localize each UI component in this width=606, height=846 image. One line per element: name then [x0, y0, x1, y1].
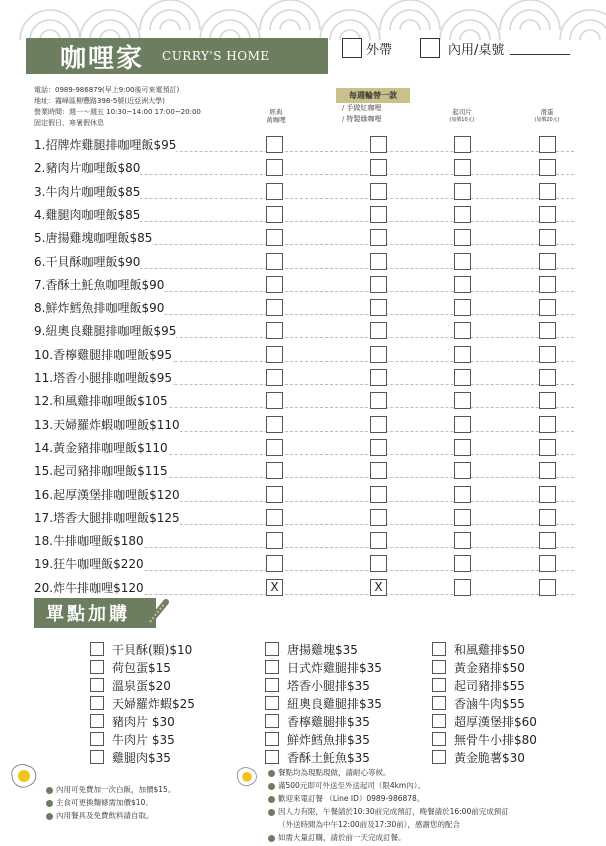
- menu-option-checkbox[interactable]: [266, 322, 283, 339]
- menu-item-name: 19.狂牛咖哩飯$220: [34, 557, 144, 572]
- addon-item[interactable]: [265, 640, 382, 658]
- menu-option-checkbox[interactable]: [539, 346, 556, 363]
- addon-item[interactable]: [265, 676, 382, 694]
- menu-option-checkbox[interactable]: [370, 322, 387, 339]
- addon-label: 雞腿肉$35: [112, 750, 171, 765]
- addon-item[interactable]: [90, 640, 195, 658]
- menu-option-checkbox[interactable]: [370, 276, 387, 293]
- menu-item: [34, 204, 574, 227]
- menu-option-checkbox[interactable]: [539, 486, 556, 503]
- menu-option-checkbox[interactable]: [539, 462, 556, 479]
- menu-option-checkbox[interactable]: [454, 369, 471, 386]
- addon-label: 天婦羅炸蝦$25: [112, 696, 195, 711]
- menu-item-name: 12.和風雞排咖哩飯$105: [34, 394, 168, 409]
- notes-left: 內用可免費加一次白飯，加價$15。 主食可更換麵條需加價$10。 內用餐具及免費飲料請自取。: [46, 783, 175, 822]
- addon-checkbox[interactable]: [265, 750, 279, 764]
- menu-option-checkbox[interactable]: [266, 486, 283, 503]
- menu-option-checkbox[interactable]: [266, 183, 283, 200]
- menu-item-name: 20.炸牛排咖哩$120: [34, 580, 144, 595]
- addon-label: 黃金豬排$50: [454, 660, 525, 675]
- addon-item[interactable]: [265, 658, 382, 676]
- menu-option-checkbox[interactable]: [370, 555, 387, 572]
- menu-option-checkbox[interactable]: [266, 229, 283, 246]
- menu-item: [34, 484, 574, 507]
- menu-item: [34, 390, 574, 413]
- weekly-item: / 特製綠咖哩: [342, 115, 382, 123]
- addon-checkbox[interactable]: [90, 732, 104, 746]
- menu-item: [34, 134, 574, 157]
- addon-item[interactable]: [90, 730, 195, 748]
- menu-option-checkbox[interactable]: [539, 532, 556, 549]
- addon-checkbox[interactable]: [432, 750, 446, 764]
- addon-item[interactable]: [432, 730, 537, 748]
- menu-item: [34, 251, 574, 274]
- addon-column-3: [432, 640, 537, 766]
- menu-item: [34, 437, 574, 460]
- addon-item[interactable]: [90, 658, 195, 676]
- menu-option-checkbox[interactable]: [454, 253, 471, 270]
- column-header-egg: 滑蛋 (加價20元): [534, 108, 560, 123]
- addon-item[interactable]: [90, 712, 195, 730]
- menu-item-name: 17.塔香大腿排咖哩飯$125: [34, 510, 180, 525]
- takeout-option[interactable]: [342, 38, 392, 58]
- egg-icon: [8, 760, 40, 790]
- addon-checkbox[interactable]: [265, 642, 279, 656]
- addon-item[interactable]: [90, 676, 195, 694]
- menu-option-checkbox[interactable]: [539, 555, 556, 572]
- store-info: [34, 85, 201, 129]
- addon-label: 溫泉蛋$20: [112, 678, 171, 693]
- notes-right: 餐點均為現點現做，請耐心等候。 滿500元即可外送至外送起司（限4km內）。 歡迎來電訂餐 （Line ID）0989-986878。 因人力有限，午餐請於10:30前完成預訂，晚餐請於16:00前完成預訂 （外送時間為中午12:00前及17:30前），感謝您的配合 如需大量訂購，請於前一天完成訂餐。: [268, 766, 509, 844]
- addon-label: 荷包蛋$15: [112, 660, 171, 675]
- menu-option-checkbox[interactable]: [454, 183, 471, 200]
- menu-item-name: 13.天婦羅炸蝦咖哩飯$110: [34, 417, 180, 432]
- addon-checkbox[interactable]: [90, 660, 104, 674]
- menu-item: [34, 507, 574, 530]
- addon-item[interactable]: [432, 694, 537, 712]
- addon-item[interactable]: [432, 640, 537, 658]
- menu-option-checkbox[interactable]: [370, 229, 387, 246]
- menu-option-checkbox[interactable]: [539, 136, 556, 153]
- menu-option-checkbox[interactable]: [539, 206, 556, 223]
- addon-checkbox[interactable]: [432, 732, 446, 746]
- menu-option-checkbox[interactable]: [454, 159, 471, 176]
- menu-option-checkbox[interactable]: X: [370, 579, 387, 596]
- menu-item-name: 10.香檸雞腿排咖哩飯$95: [34, 347, 172, 362]
- menu-option-checkbox[interactable]: [266, 253, 283, 270]
- menu-item: [34, 181, 574, 204]
- menu-item: [34, 157, 574, 180]
- addon-label: 無骨牛小排$80: [454, 732, 537, 747]
- menu-option-checkbox[interactable]: [539, 253, 556, 270]
- menu-option-checkbox[interactable]: [454, 346, 471, 363]
- addon-label: 超厚漢堡排$60: [454, 714, 537, 729]
- dinein-label: 內用/桌號: [448, 42, 505, 58]
- table-number-field[interactable]: [510, 41, 570, 55]
- menu-option-checkbox[interactable]: [454, 579, 471, 596]
- menu-option-checkbox[interactable]: [454, 532, 471, 549]
- addon-label: 紐奧良雞腿排$35: [287, 696, 382, 711]
- addon-item[interactable]: [432, 676, 537, 694]
- menu-option-checkbox[interactable]: [266, 276, 283, 293]
- addon-checkbox[interactable]: [90, 642, 104, 656]
- addon-checkbox[interactable]: [265, 678, 279, 692]
- menu-item-name: 2.豬肉片咖哩飯$80: [34, 161, 141, 176]
- addon-label: 香酥土魠魚$35: [287, 750, 370, 765]
- column-header-cheese: 起司片 (加價10元): [449, 108, 475, 123]
- menu-option-checkbox[interactable]: [370, 346, 387, 363]
- menu-option-checkbox[interactable]: [539, 276, 556, 293]
- menu-option-checkbox[interactable]: [266, 439, 283, 456]
- column-header-classic: 經典 黃咖哩: [266, 108, 286, 124]
- menu-option-checkbox[interactable]: [539, 579, 556, 596]
- menu-item: [34, 530, 574, 553]
- menu-item-name: 5.唐揚雞塊咖哩飯$85: [34, 231, 153, 246]
- addon-checkbox[interactable]: [90, 714, 104, 728]
- weekly-item: / 手做紅咖哩: [342, 104, 382, 112]
- addon-checkbox[interactable]: [90, 750, 104, 764]
- menu-option-checkbox[interactable]: [370, 532, 387, 549]
- menu-option-checkbox[interactable]: [370, 509, 387, 526]
- addon-title: 單點加購: [46, 604, 130, 625]
- menu-item-name: 8.鮮炸鱈魚排咖哩飯$90: [34, 301, 165, 316]
- addon-label: 鮮炸鱈魚排$35: [287, 732, 370, 747]
- menu-item: [34, 460, 574, 483]
- menu-option-checkbox[interactable]: [370, 299, 387, 316]
- takeout-checkbox[interactable]: [342, 38, 362, 58]
- menu-item-name: 16.起厚漢堡排咖哩飯$120: [34, 487, 180, 502]
- menu-item-name: 9.紐奧良雞腿排咖哩飯$95: [34, 324, 177, 339]
- menu-option-checkbox[interactable]: [454, 439, 471, 456]
- title-banner: [26, 38, 328, 74]
- addon-item[interactable]: [432, 658, 537, 676]
- phone-text: 電話：0989-986879(早上9:00後可來電預訂): [34, 86, 180, 94]
- menu-option-checkbox[interactable]: [370, 253, 387, 270]
- menu-item-name: 18.牛排咖哩飯$180: [34, 534, 144, 549]
- addon-checkbox[interactable]: [432, 696, 446, 710]
- menu-option-checkbox[interactable]: [539, 416, 556, 433]
- menu-item: [34, 344, 574, 367]
- addon-item[interactable]: [265, 712, 382, 730]
- menu-option-checkbox[interactable]: [370, 206, 387, 223]
- menu-option-checkbox[interactable]: [539, 509, 556, 526]
- addon-checkbox[interactable]: [432, 642, 446, 656]
- menu-option-checkbox[interactable]: [454, 416, 471, 433]
- menu-item: [34, 414, 574, 437]
- addon-checkbox[interactable]: [432, 678, 446, 692]
- menu-item: [34, 367, 574, 390]
- menu-option-checkbox[interactable]: [454, 229, 471, 246]
- menu-option-checkbox[interactable]: [454, 136, 471, 153]
- menu-option-checkbox[interactable]: [454, 276, 471, 293]
- menu-option-checkbox[interactable]: [370, 183, 387, 200]
- addon-checkbox[interactable]: [90, 696, 104, 710]
- addon-item[interactable]: [90, 748, 195, 766]
- menu-option-checkbox[interactable]: X: [266, 579, 283, 596]
- menu-option-checkbox[interactable]: [454, 486, 471, 503]
- menu-option-checkbox[interactable]: [370, 136, 387, 153]
- menu-option-checkbox[interactable]: [266, 555, 283, 572]
- menu-item-name: 1.招牌炸雞腿排咖哩飯$95: [34, 138, 177, 152]
- menu-item: [34, 297, 574, 320]
- menu-item-name: 3.牛肉片咖哩飯$85: [34, 184, 141, 199]
- menu-option-checkbox[interactable]: [266, 509, 283, 526]
- addon-label: 唐揚雞塊$35: [287, 642, 358, 657]
- address-text: 地址：霧峰區柳豐路398-5號(近亞洲大學): [34, 97, 165, 105]
- menu-item: [34, 320, 574, 343]
- addon-column-1: [90, 640, 195, 766]
- menu-option-checkbox[interactable]: [539, 439, 556, 456]
- menu-option-checkbox[interactable]: [454, 206, 471, 223]
- menu-option-checkbox[interactable]: [266, 392, 283, 409]
- menu-option-checkbox[interactable]: [266, 416, 283, 433]
- takeout-label: 外帶: [366, 42, 393, 58]
- addon-label: 香檸雞腿排$35: [287, 714, 370, 729]
- addon-checkbox[interactable]: [265, 714, 279, 728]
- addon-checkbox[interactable]: [432, 660, 446, 674]
- addon-label: 起司豬排$55: [454, 678, 525, 693]
- menu-option-checkbox[interactable]: [370, 416, 387, 433]
- addon-item[interactable]: [265, 748, 382, 766]
- addon-label: 黃金脆薯$30: [454, 750, 525, 765]
- menu-option-checkbox[interactable]: [539, 322, 556, 339]
- menu-option-checkbox[interactable]: [266, 299, 283, 316]
- menu-option-checkbox[interactable]: [266, 346, 283, 363]
- menu-option-checkbox[interactable]: [370, 486, 387, 503]
- menu-item: [34, 227, 574, 250]
- dinein-checkbox[interactable]: [420, 38, 440, 58]
- addon-item[interactable]: [90, 694, 195, 712]
- menu-option-checkbox[interactable]: [370, 462, 387, 479]
- menu-item-name: 7.香酥土魠魚咖哩飯$90: [34, 277, 165, 292]
- menu-option-checkbox[interactable]: [539, 392, 556, 409]
- menu-option-checkbox[interactable]: [454, 555, 471, 572]
- menu-option-checkbox[interactable]: [539, 159, 556, 176]
- menu-option-checkbox[interactable]: [539, 183, 556, 200]
- menu-option-checkbox[interactable]: [266, 159, 283, 176]
- menu-item: [34, 577, 574, 600]
- menu-option-checkbox[interactable]: [454, 392, 471, 409]
- menu-option-checkbox[interactable]: [539, 299, 556, 316]
- menu-option-checkbox[interactable]: [266, 206, 283, 223]
- addon-item[interactable]: [432, 712, 537, 730]
- addon-column-2: [265, 640, 382, 766]
- menu-option-checkbox[interactable]: [454, 299, 471, 316]
- addon-label: 香滷牛肉$55: [454, 696, 525, 711]
- menu-item-name: 4.雞腿肉咖哩飯$85: [34, 207, 141, 222]
- menu-option-checkbox[interactable]: [454, 462, 471, 479]
- addon-label: 日式炸雞腿排$35: [287, 660, 382, 675]
- addon-item[interactable]: [265, 730, 382, 748]
- addon-label: 塔香小腿排$35: [287, 678, 370, 693]
- addon-checkbox[interactable]: [265, 696, 279, 710]
- addon-banner: [34, 598, 156, 628]
- menu-option-checkbox[interactable]: [370, 439, 387, 456]
- menu-option-checkbox[interactable]: [539, 369, 556, 386]
- menu-option-checkbox[interactable]: [454, 509, 471, 526]
- addon-checkbox[interactable]: [265, 732, 279, 746]
- menu-option-checkbox[interactable]: [370, 392, 387, 409]
- menu-item-name: 15.起司豬排咖哩飯$115: [34, 464, 168, 479]
- store-name-en: CURRY'S HOME: [162, 49, 270, 63]
- menu-item-name: 11.塔香小腿排咖哩飯$95: [34, 371, 172, 385]
- menu-option-checkbox[interactable]: [266, 462, 283, 479]
- addon-label: 豬肉片 $30: [112, 714, 175, 729]
- store-name: 咖哩家: [60, 43, 145, 74]
- menu-item-name: 14.黃金豬排咖哩飯$110: [34, 440, 168, 455]
- egg-icon: [234, 764, 260, 788]
- addon-checkbox[interactable]: [432, 714, 446, 728]
- fork-rice-icon: [144, 596, 170, 628]
- menu-item-name: 6.干貝酥咖哩飯$90: [34, 254, 141, 269]
- menu-option-checkbox[interactable]: [266, 369, 283, 386]
- menu-option-checkbox[interactable]: [539, 229, 556, 246]
- addon-label: 牛肉片 $35: [112, 732, 175, 747]
- wave-decoration: [0, 0, 606, 40]
- addon-label: 干貝酥(顆)$10: [112, 642, 193, 657]
- addon-checkbox[interactable]: [265, 660, 279, 674]
- weekly-special: [336, 88, 410, 125]
- menu-option-checkbox[interactable]: [266, 136, 283, 153]
- menu-item: [34, 553, 574, 576]
- menu-item: [34, 274, 574, 297]
- weekly-title: 每週輪替一款: [336, 88, 410, 103]
- hours-text: 營業時間：週一～週五 10:30~14:00 17:00~20:00: [34, 108, 201, 116]
- menu-option-checkbox[interactable]: [370, 369, 387, 386]
- dinein-option[interactable]: [420, 38, 570, 58]
- menu-option-checkbox[interactable]: [454, 322, 471, 339]
- addon-checkbox[interactable]: [90, 678, 104, 692]
- addon-item[interactable]: [432, 748, 537, 766]
- addon-label: 和風雞排$50: [454, 642, 525, 657]
- menu-option-checkbox[interactable]: [370, 159, 387, 176]
- closed-text: 固定假日、寒暑假休息: [34, 119, 104, 127]
- menu-option-checkbox[interactable]: [266, 532, 283, 549]
- addon-item[interactable]: [265, 694, 382, 712]
